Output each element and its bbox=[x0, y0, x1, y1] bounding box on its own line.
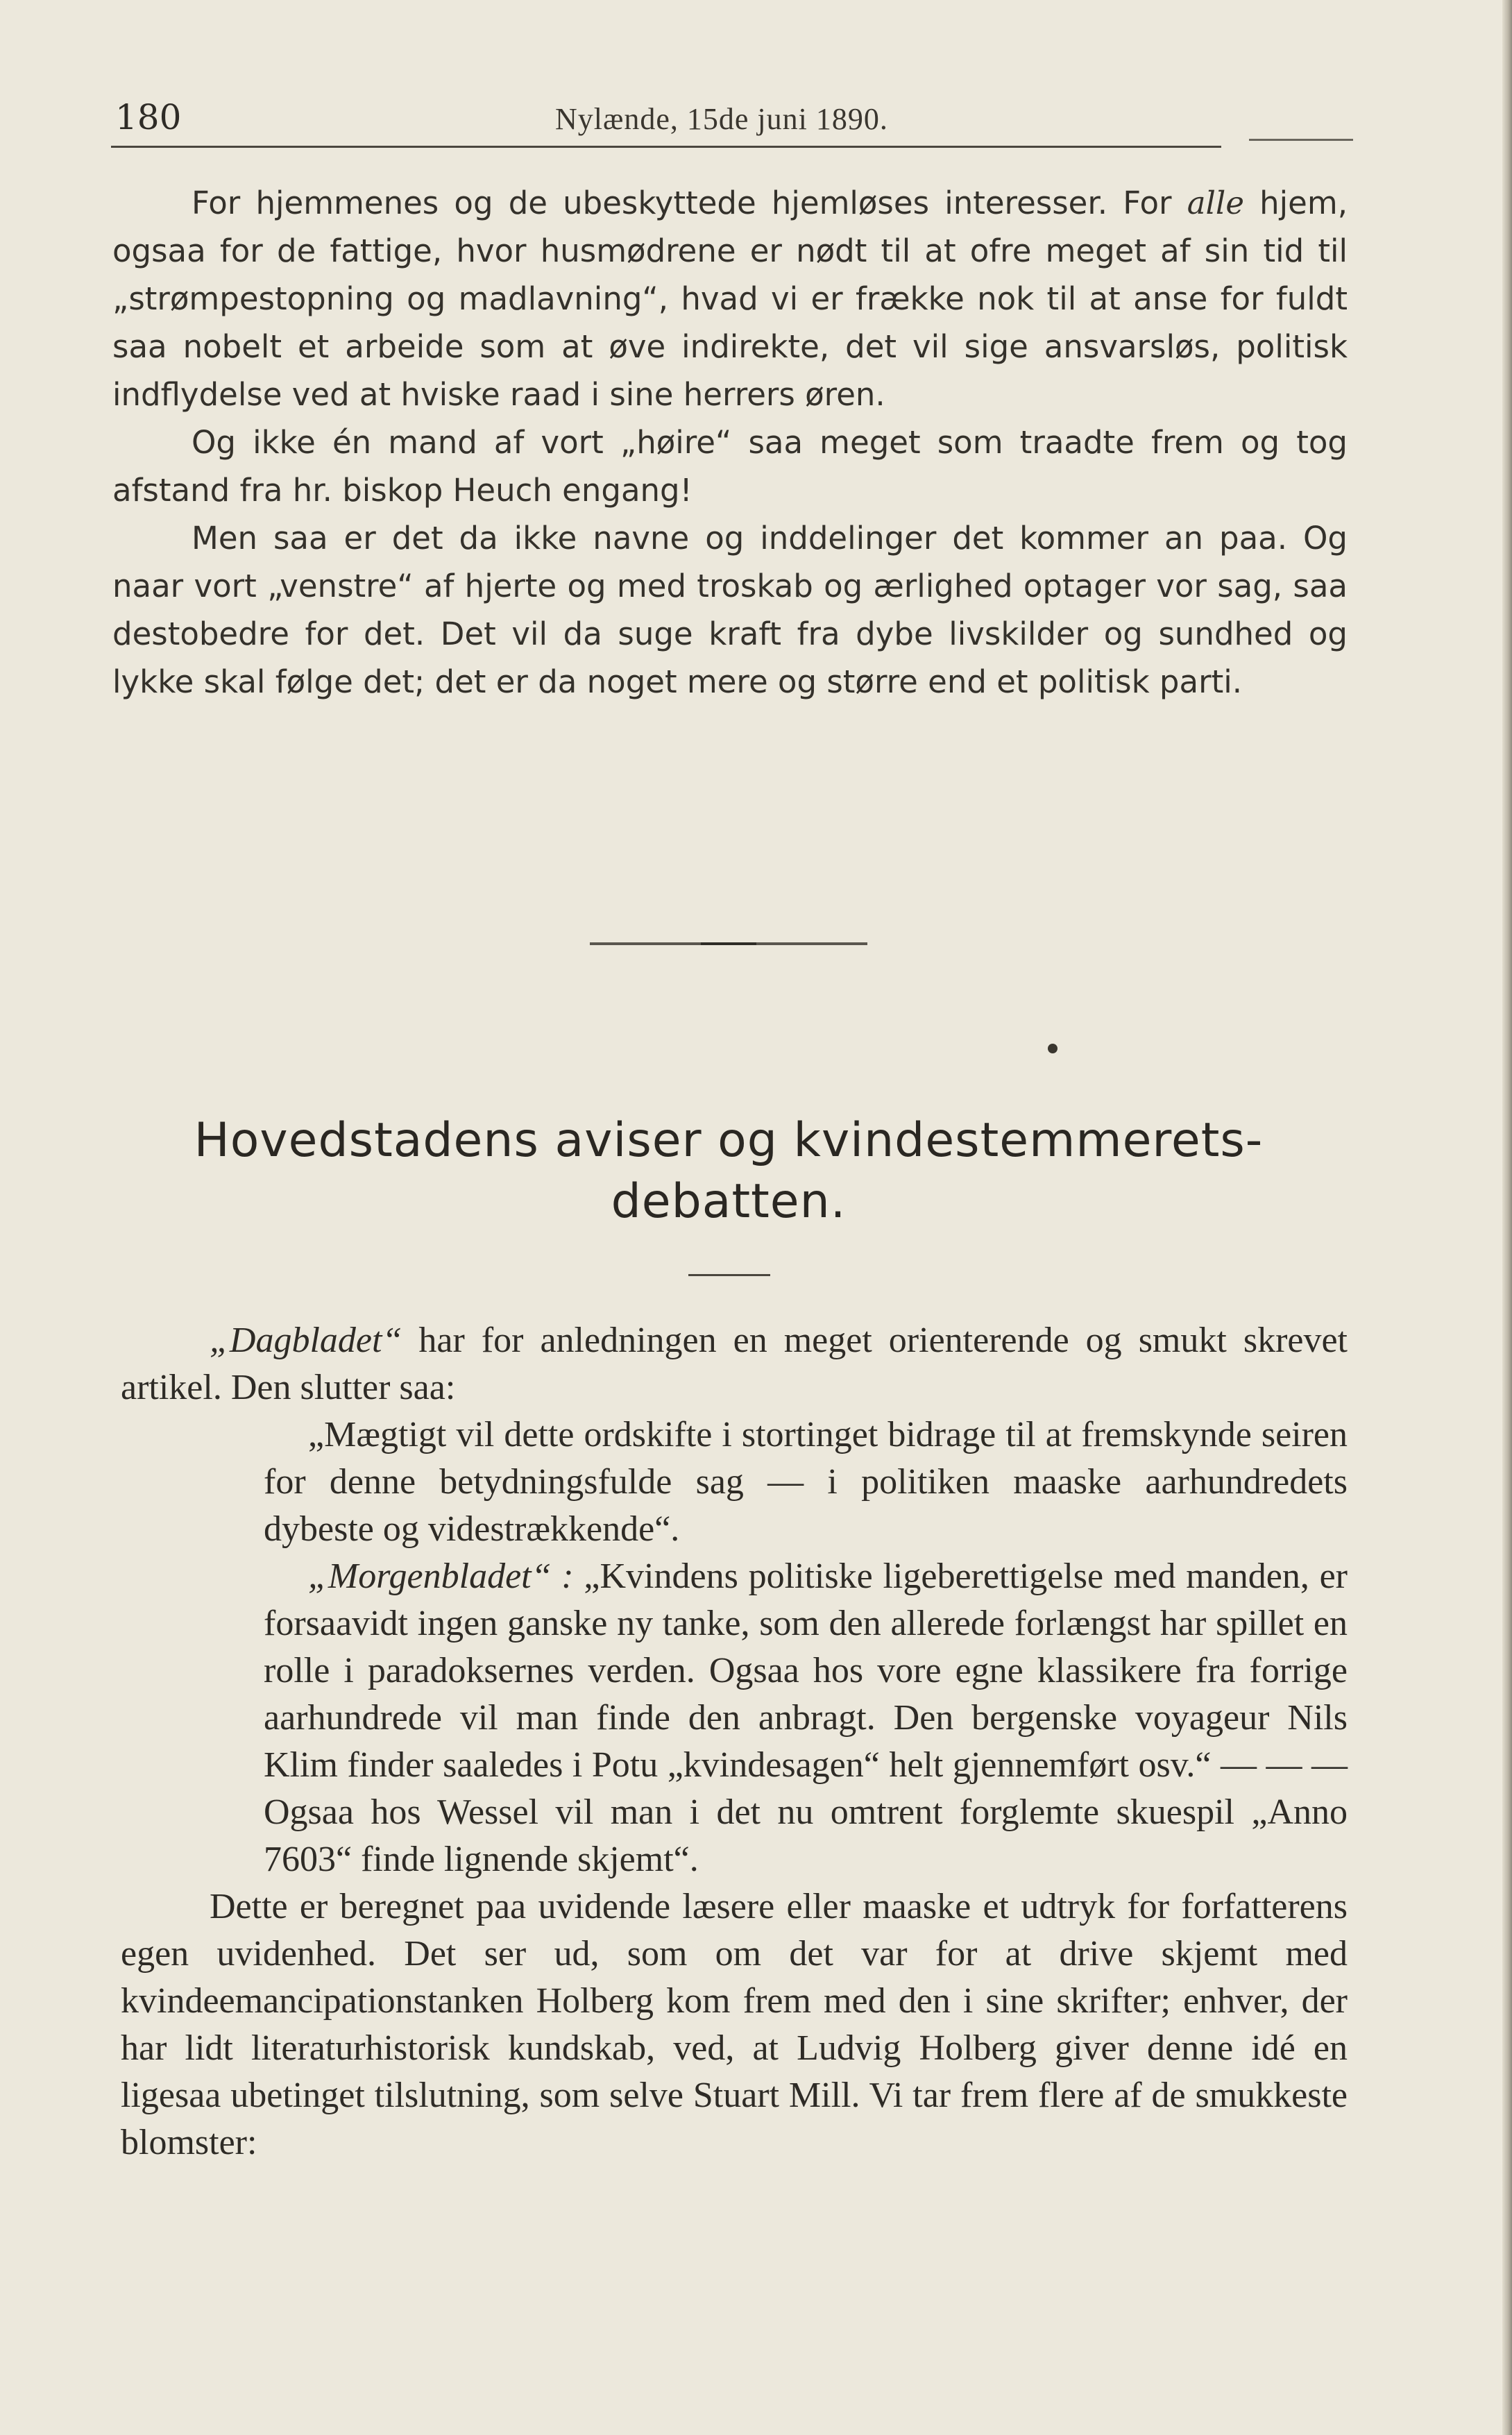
quote: „Mægtigt vil dette ordskifte i stortinget bidrage til at fremskynde seiren for denne betydningsfulde sag — i politiken maaske aarhundredets dybeste og videstrækkende“. bbox=[264, 1415, 1348, 1549]
previous-article-ending bbox=[112, 179, 1348, 706]
header-rule-short bbox=[1249, 139, 1353, 141]
source-name: „Morgenbladet“ : bbox=[308, 1556, 574, 1596]
quote: „Morgenbladet“ : „Kvindens politiske ligeberettigelse med manden, er forsaavidt ingen ganske ny tanke, som den allerede forlængst har spillet en rolle i paradoksernes verden. Ogsaa hos vore egne klassikere fra forrige aarhundrede vil man finde den anbragt. Den bergenske voyageur Nils Klim finder saaledes i Potu „kvindesagen“ helt gjennemført osv.“ — — — Ogsaa hos Wessel vil man i det nu omtrent forglemte skuespil „Anno 7603“ finde lignende skjemt“. bbox=[264, 1556, 1348, 1879]
page-edge bbox=[1502, 0, 1512, 2435]
closing-paragraph: Dette er beregnet paa uvidende læsere eller maaske et udtryk for forfatterens egen uvidenhed. Det ser ud, som om det var for at drive skjemt med kvindeemancipationstanken Holberg kom frem med den i sine skrifter; enhver, der har lidt literaturhistorisk kundskab, ved, at Ludvig Holberg giver denne idé en ligesaa ubetinget tilslutning, som selve Stuart Mill. Vi tar frem flere af de smukkeste blomster: bbox=[121, 1887, 1348, 2162]
section-divider bbox=[590, 942, 867, 945]
paragraph: Men saa er det da ikke navne og inddelinger det kommer an paa. Og naar vort „venstre“ af hjerte og med troskab og ærlighed optager vor sag, saa destobedre for det. Det vil da suge kraft fra dybe livskilder og sundhed og lykke skal følge det; det er da noget mere og større end et politisk parti. bbox=[112, 520, 1348, 700]
article-body bbox=[121, 1317, 1348, 2166]
paragraph: For hjemmenes og de ubeskyttede hjemløses interesser. For alle hjem, ogsaa for de fattige, hvor husmødrene er nødt til at ofre meget af sin tid til „strømpestopning og madlavning“, hvad vi er frække nok til at anse for fuldt saa nobelt et arbeide som at øve indirekte, det vil sige ansvarsløs, politisk indflydelse ved at hviske raad i sine herrers øren. bbox=[112, 185, 1348, 413]
quote-block bbox=[264, 1411, 1348, 1883]
article-intro: „Dagbladet“ har for anledningen en meget orienterende og smukt skrevet artikel. Den slutter saa: bbox=[121, 1321, 1348, 1407]
emphasis: alle bbox=[1187, 185, 1244, 221]
page bbox=[104, 0, 1360, 2435]
header-rule bbox=[111, 146, 1221, 148]
page-header bbox=[111, 97, 1346, 153]
running-head: Nylænde, 15de juni 1890. bbox=[555, 102, 888, 136]
page-number: 180 bbox=[115, 97, 182, 137]
print-mark bbox=[1048, 1044, 1057, 1053]
paragraph: Og ikke én mand af vort „høire“ saa meget som traadte frem og tog afstand fra hr. biskop Heuch engang! bbox=[112, 424, 1348, 509]
source-name: „Dagbladet“ bbox=[210, 1321, 402, 1360]
title-dash bbox=[688, 1274, 770, 1276]
article-title: Hovedstadens aviser og kvindestemmerets- debatten. bbox=[194, 1113, 1264, 1229]
